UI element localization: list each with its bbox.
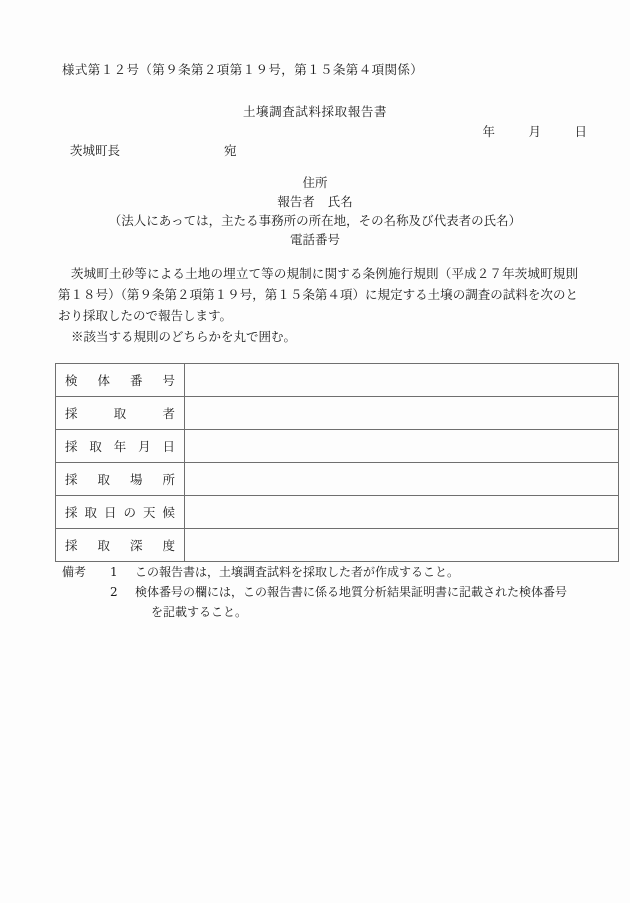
row-label-collection-place xyxy=(56,463,185,496)
remarks-item xyxy=(62,562,607,582)
row-value-collection-place[interactable] xyxy=(185,463,619,496)
remarks-text xyxy=(135,582,607,622)
corporate-note xyxy=(0,211,630,230)
reporter-phone-line xyxy=(0,230,630,249)
row-value-weather[interactable] xyxy=(185,496,619,529)
row-value-sample-number[interactable] xyxy=(185,364,619,397)
addressee xyxy=(70,141,237,159)
remarks-label: 備考 xyxy=(62,565,87,579)
label-text: 採取深度 xyxy=(65,538,175,553)
row-label-depth xyxy=(56,529,185,562)
remarks-section xyxy=(62,562,607,622)
addressee-to-mark: 宛 xyxy=(224,143,237,158)
date-line xyxy=(0,122,587,140)
table-row xyxy=(56,430,619,463)
reporter-name-line xyxy=(0,192,630,211)
addressee-name: 茨城町長 xyxy=(70,143,121,158)
reporter-label: 報告者 xyxy=(277,194,315,209)
row-label-collector xyxy=(56,397,185,430)
date-year-label: 年 xyxy=(482,124,495,139)
row-label-collection-date xyxy=(56,430,185,463)
table-row xyxy=(56,397,619,430)
label-text: 検体番号 xyxy=(65,373,175,388)
date-day-label: 日 xyxy=(574,124,587,139)
remarks-number: 2 xyxy=(110,585,118,599)
page-title: 土壌調査試料採取報告書 xyxy=(242,104,388,119)
address-label: 住所 xyxy=(302,175,328,190)
form-number: 様式第１２号（第９条第２項第１９号，第１５条第４項関係） xyxy=(62,62,424,77)
label-text: 採取年月日 xyxy=(65,439,175,454)
label-text: 採取者 xyxy=(65,406,175,421)
table-row xyxy=(56,364,619,397)
label-text: 採取日の天候 xyxy=(65,505,175,520)
name-label: 氏名 xyxy=(327,194,353,209)
label-text: 採取場所 xyxy=(65,472,175,487)
phone-label: 電話番号 xyxy=(289,232,340,247)
remarks-text-main: 検体番号の欄には，この報告書に係る地質分析結果証明書に記載された検体番号 xyxy=(135,585,568,599)
row-value-depth[interactable] xyxy=(185,529,619,562)
reporter-address-line xyxy=(0,173,630,192)
date-month-label: 月 xyxy=(528,124,541,139)
table-row xyxy=(56,529,619,562)
reporter-block xyxy=(0,173,630,249)
corporate-note-text: （法人にあっては，主たる事務所の所在地，その名称及び代表者の氏名） xyxy=(108,213,522,228)
row-label-weather xyxy=(56,496,185,529)
remarks-item xyxy=(62,582,607,622)
remarks-text-continuation: を記載すること。 xyxy=(151,605,248,619)
table-row xyxy=(56,496,619,529)
remarks-text: この報告書は，土壌調査試料を採取した者が作成すること。 xyxy=(135,565,460,579)
body-paragraph: 茨城町土砂等による土地の埋立て等の規制に関する条例施行規則（平成２７年茨城町規則第１８号）（第９条第２項第１９号，第１５条第４項）に規定する土壌の調査の試料を次のとおり採取したので報告します。 xyxy=(58,266,578,323)
row-value-collector[interactable] xyxy=(185,397,619,430)
row-label-sample-number xyxy=(56,364,185,397)
sample-collection-table xyxy=(55,363,619,562)
remarks-number: 1 xyxy=(110,565,118,579)
table-row xyxy=(56,463,619,496)
row-value-collection-date[interactable] xyxy=(185,430,619,463)
circle-instruction-note: ※該当する規則のどちらかを丸で囲む。 xyxy=(71,329,297,344)
